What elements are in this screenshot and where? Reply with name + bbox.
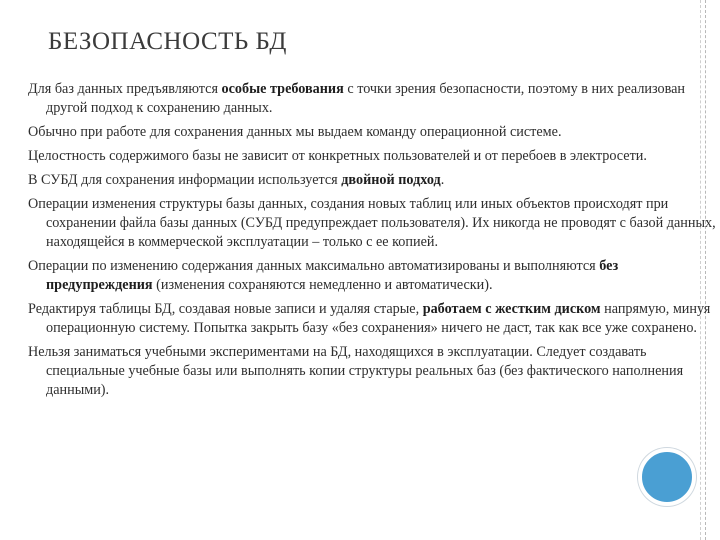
paragraph-text: Для баз данных предъявляются	[28, 81, 222, 97]
paragraph-3	[28, 147, 716, 166]
decorative-circle	[638, 448, 696, 506]
paragraph-text: .	[440, 172, 445, 188]
bold-text: без предупреждения	[46, 258, 619, 293]
paragraph-text: напрямую, минуя операционную систему. Попытка закрыть базу «без сохранения» ничего не даст, так как все уже сохранено.	[46, 301, 711, 336]
paragraph-text: Целостность содержимого базы не зависит от конкретных пользователей и от перебоев в электросети.	[28, 148, 647, 164]
paragraph-text: Редактируя таблицы БД, создавая новые записи и удаляя старые,	[28, 301, 423, 317]
bold-text: двойной подход	[341, 172, 441, 188]
paragraph-4	[28, 171, 716, 190]
paragraph-text: с точки зрения безопасности, поэтому в них реализован другой подход к сохранению данных.	[46, 81, 686, 116]
paragraph-8	[28, 343, 716, 400]
bold-text: работаем с жестким диском	[422, 301, 601, 317]
paragraph-text: Обычно при работе для сохранения данных мы выдаем команду операционной системе.	[28, 124, 562, 140]
paragraph-text: Операции по изменению содержания данных максимально автоматизированы и выполняются	[28, 258, 600, 274]
paragraph-2	[28, 123, 716, 142]
bold-text: особые требования	[221, 81, 344, 97]
paragraph-text: В СУБД для сохранения информации используется	[28, 172, 342, 188]
paragraph-text: Операции изменения структуры базы данных, создания новых таблиц или иных объектов происходят при сохранении файла базы данных (СУБД предупреждает пользователя). Их никогда не проводят с базой данных, находящейся в коммерческой эксплуатации – только с ее копией.	[28, 196, 716, 250]
paragraph-6	[28, 257, 716, 295]
paragraph-5	[28, 195, 716, 252]
paragraph-text: (изменения сохраняются немедленно и автоматически).	[152, 277, 493, 293]
slide-title: БЕЗОПАСНОСТЬ БД	[48, 28, 287, 55]
paragraph-1	[28, 80, 716, 118]
paragraph-7	[28, 300, 716, 338]
paragraph-text: Нельзя заниматься учебными экспериментами на БД, находящихся в эксплуатации. Следует создавать специальные учебные базы или выполнять копии структуры реальных баз (без фактического наполнения данными).	[28, 344, 684, 398]
slide-body	[28, 80, 716, 405]
